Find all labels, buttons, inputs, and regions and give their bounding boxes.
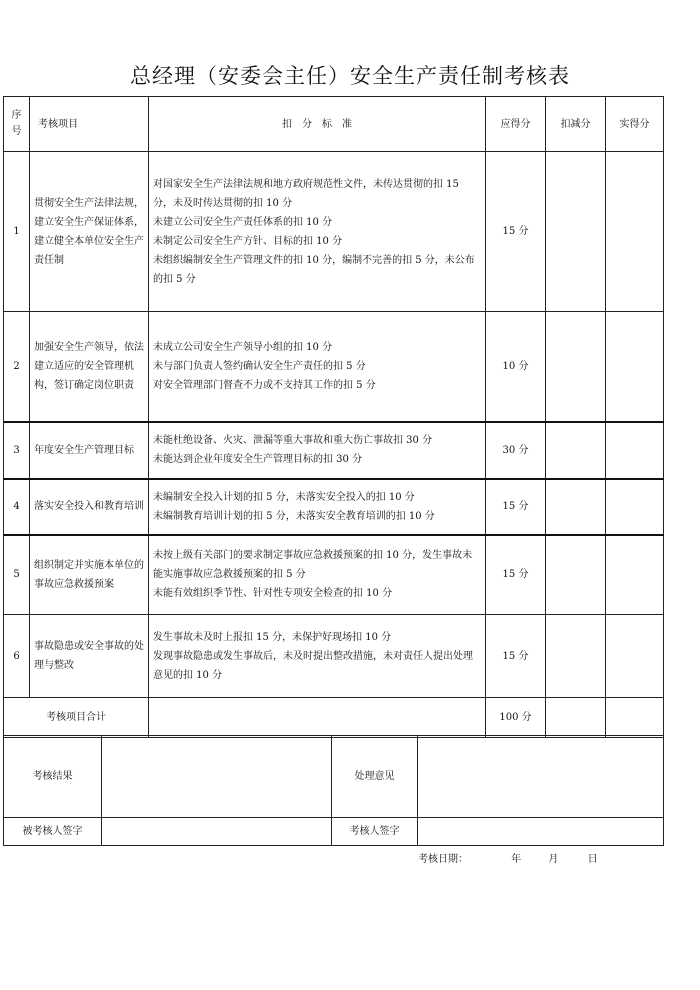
table-row bbox=[4, 479, 664, 535]
row-item: 组织制定并实施本单位的事故应急救援预案 bbox=[30, 535, 149, 615]
examinee-sign-field[interactable] bbox=[102, 818, 332, 846]
row-criteria: 发生事故未及时上报扣 15 分，未保护好现场扣 10 分 发现事故隐患或发生事故后，未及时提出整改措施，未对责任人提出处理意见的扣 10 分 bbox=[149, 615, 486, 698]
assessment-table bbox=[3, 96, 664, 738]
row-actual-cell[interactable] bbox=[606, 312, 664, 422]
signature-row bbox=[4, 818, 664, 846]
row-seq: 3 bbox=[4, 422, 30, 479]
total-label: 考核项目合计 bbox=[4, 698, 149, 738]
header-deduct: 扣减分 bbox=[546, 97, 606, 152]
assessment-date bbox=[418, 850, 598, 865]
table-row bbox=[4, 312, 664, 422]
page-title: 总经理（安委会主任）安全生产责任制考核表 bbox=[130, 64, 570, 88]
date-day: 日 bbox=[587, 854, 598, 865]
header-due: 应得分 bbox=[486, 97, 546, 152]
row-deduct-cell[interactable] bbox=[546, 312, 606, 422]
result-row bbox=[4, 736, 664, 818]
row-seq: 2 bbox=[4, 312, 30, 422]
examinee-sign-label: 被考核人签字 bbox=[4, 818, 102, 846]
row-due: 15 分 bbox=[486, 615, 546, 698]
header-criteria: 扣 分 标 准 bbox=[149, 97, 486, 152]
row-deduct-cell[interactable] bbox=[546, 479, 606, 535]
row-due: 15 分 bbox=[486, 479, 546, 535]
table-row bbox=[4, 535, 664, 615]
row-deduct-cell[interactable] bbox=[546, 535, 606, 615]
table-header-row bbox=[4, 97, 664, 152]
date-month: 月 bbox=[548, 854, 559, 865]
row-seq: 6 bbox=[4, 615, 30, 698]
total-due: 100 分 bbox=[486, 698, 546, 738]
row-actual-cell[interactable] bbox=[606, 152, 664, 312]
total-row bbox=[4, 698, 664, 738]
row-seq: 1 bbox=[4, 152, 30, 312]
row-item: 加强安全生产领导，依法建立适应的安全管理机构，签订确定岗位职责 bbox=[30, 312, 149, 422]
row-actual-cell[interactable] bbox=[606, 479, 664, 535]
opinion-field[interactable] bbox=[418, 736, 664, 818]
table-row bbox=[4, 152, 664, 312]
row-criteria: 未编制安全投入计划的扣 5 分，未落实安全投入的扣 10 分 未编制教育培训计划的扣 5 分，未落实安全教育培训的扣 10 分 bbox=[149, 479, 486, 535]
row-due: 15 分 bbox=[486, 535, 546, 615]
row-criteria: 未能杜绝设备、火灾、泄漏等重大事故和重大伤亡事故扣 30 分 未能达到企业年度安全生产管理目标的扣 30 分 bbox=[149, 422, 486, 479]
row-due: 15 分 bbox=[486, 152, 546, 312]
opinion-label: 处理意见 bbox=[332, 736, 418, 818]
row-actual-cell[interactable] bbox=[606, 422, 664, 479]
total-deduct-cell[interactable] bbox=[546, 698, 606, 738]
row-item: 事故隐患或安全事故的处理与整改 bbox=[30, 615, 149, 698]
date-year: 年 bbox=[511, 854, 522, 865]
row-item: 年度安全生产管理目标 bbox=[30, 422, 149, 479]
examiner-sign-label: 考核人签字 bbox=[332, 818, 418, 846]
row-criteria: 未按上级有关部门的要求制定事故应急救援预案的扣 10 分，发生事故未能实施事故应急救援预案的扣 5 分 未能有效组织季节性、针对性专项安全检查的扣 10 分 bbox=[149, 535, 486, 615]
date-label: 考核日期： bbox=[418, 854, 468, 865]
examiner-sign-field[interactable] bbox=[418, 818, 664, 846]
total-actual-cell[interactable] bbox=[606, 698, 664, 738]
table-row bbox=[4, 422, 664, 479]
row-actual-cell[interactable] bbox=[606, 535, 664, 615]
result-field[interactable] bbox=[102, 736, 332, 818]
row-criteria: 对国家安全生产法律法规和地方政府规范性文件，未传达贯彻的扣 15 分，未及时传达贯彻的扣 10 分 未建立公司安全生产责任体系的扣 10 分 未制定公司安全生产方针、目标的扣 10 分 未组织编制安全生产管理文件的扣 10 分，编制不完善的扣 5 分，未公布的扣 5 分 bbox=[149, 152, 486, 312]
header-item: 考核项目 bbox=[30, 97, 149, 152]
row-criteria: 未成立公司安全生产领导小组的扣 10 分 未与部门负责人签约确认安全生产责任的扣 5 分 对安全管理部门督查不力或不支持其工作的扣 5 分 bbox=[149, 312, 486, 422]
row-seq: 4 bbox=[4, 479, 30, 535]
result-label: 考核结果 bbox=[4, 736, 102, 818]
row-item: 落实安全投入和教育培训 bbox=[30, 479, 149, 535]
row-deduct-cell[interactable] bbox=[546, 152, 606, 312]
row-due: 30 分 bbox=[486, 422, 546, 479]
row-due: 10 分 bbox=[486, 312, 546, 422]
row-seq: 5 bbox=[4, 535, 30, 615]
header-seq: 序 号 bbox=[4, 97, 30, 152]
row-deduct-cell[interactable] bbox=[546, 615, 606, 698]
total-criteria-cell bbox=[149, 698, 486, 738]
table-row bbox=[4, 615, 664, 698]
signature-table bbox=[3, 735, 664, 846]
row-item: 贯彻安全生产法律法规，建立安全生产保证体系，建立健全本单位安全生产责任制 bbox=[30, 152, 149, 312]
row-deduct-cell[interactable] bbox=[546, 422, 606, 479]
header-actual: 实得分 bbox=[606, 97, 664, 152]
row-actual-cell[interactable] bbox=[606, 615, 664, 698]
